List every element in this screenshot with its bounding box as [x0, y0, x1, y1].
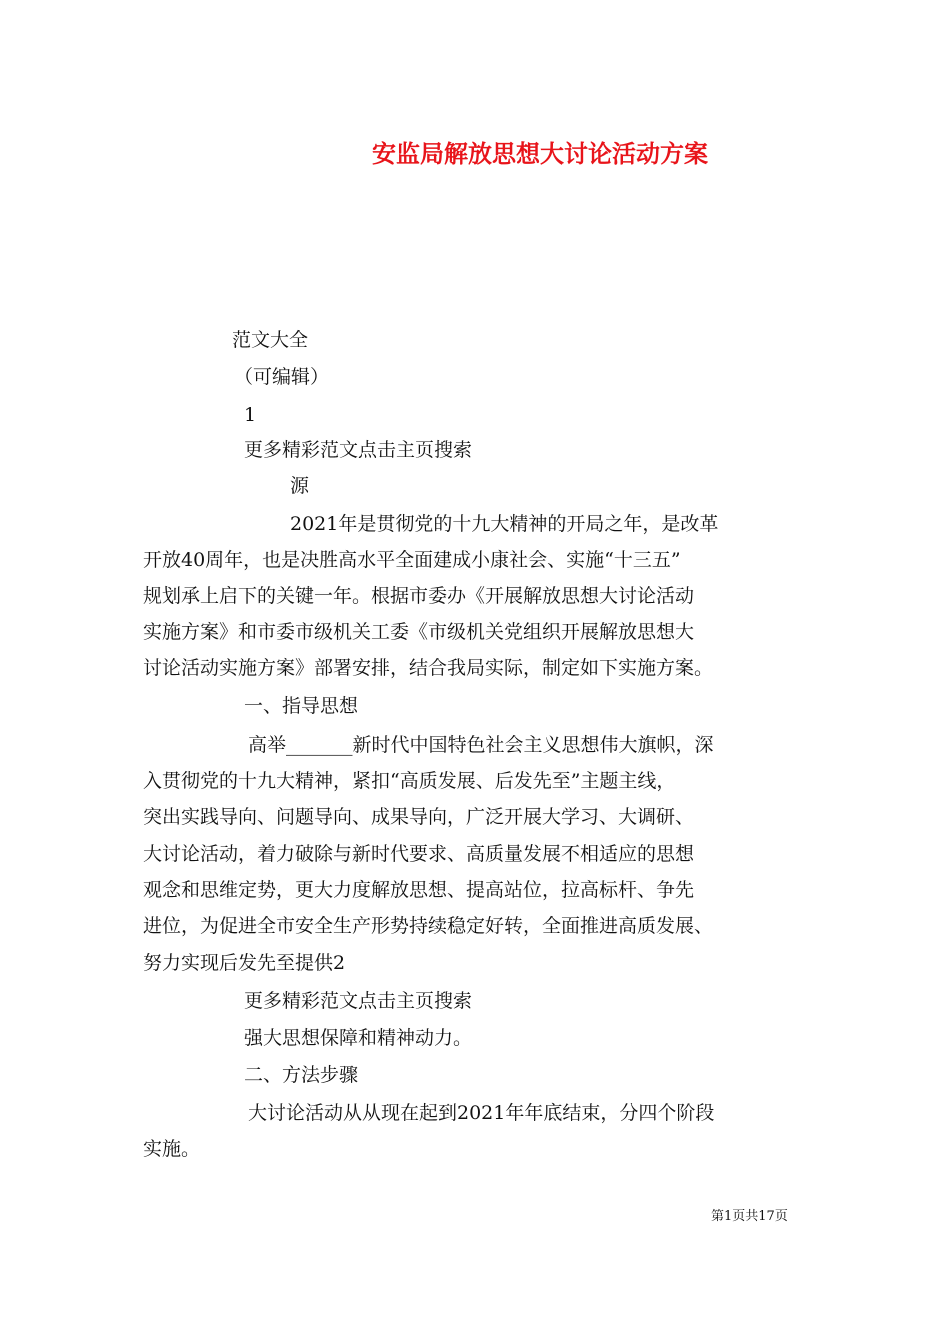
promo-text: 更多精彩范文点击主页搜索: [244, 990, 473, 1012]
category-label: 范文大全: [232, 329, 309, 351]
paragraph-line: 入贯彻党的十九大精神，紧扣“高质发展、后发先至”主题主线，: [143, 770, 676, 792]
paragraph-line: 突出实践导向、问题导向、成果导向，广泛开展大学习、大调研、: [143, 806, 695, 828]
paragraph-line: 进位，为促进全市安全生产形势持续稳定好转，全面推进高质发展、: [143, 915, 714, 937]
promo-text: 更多精彩范文点击主页搜索: [244, 439, 473, 461]
page-marker: 1: [244, 404, 257, 426]
editable-label: （可编辑）: [234, 366, 330, 388]
intro-line: 开放40周年，也是决胜高水平全面建成小康社会、实施“十三五”: [143, 549, 681, 571]
paragraph-line: 实施。: [143, 1138, 201, 1160]
page-footer: 第1页共17页: [711, 1209, 788, 1224]
paragraph-line: 观念和思维定势，更大力度解放思想、提高站位，拉高标杆、争先: [143, 879, 695, 901]
intro-line: 规划承上启下的关键一年。根据市委办《开展解放思想大讨论活动: [143, 585, 695, 607]
paragraph-line: 高举_______新时代中国特色社会主义思想伟大旗帜，深: [248, 734, 714, 756]
paragraph-line: 大讨论活动从从现在起到2021年年底结束，分四个阶段: [248, 1102, 715, 1124]
paragraph-line: 努力实现后发先至提供2: [143, 952, 346, 974]
section-heading: 一、指导思想: [244, 695, 359, 717]
source-label: 源: [290, 475, 310, 497]
intro-line: 2021年是贯彻党的十九大精神的开局之年，是改革: [290, 513, 719, 535]
document-title: 安监局解放思想大讨论活动方案: [372, 139, 708, 168]
paragraph-line: 强大思想保障和精神动力。: [244, 1027, 473, 1049]
intro-line: 讨论活动实施方案》部署安排，结合我局实际，制定如下实施方案。: [143, 657, 714, 679]
section-heading: 二、方法步骤: [244, 1064, 359, 1086]
intro-line: 实施方案》和市委市级机关工委《市级机关党组织开展解放思想大: [143, 621, 695, 643]
paragraph-line: 大讨论活动，着力破除与新时代要求、高质量发展不相适应的思想: [143, 843, 695, 865]
